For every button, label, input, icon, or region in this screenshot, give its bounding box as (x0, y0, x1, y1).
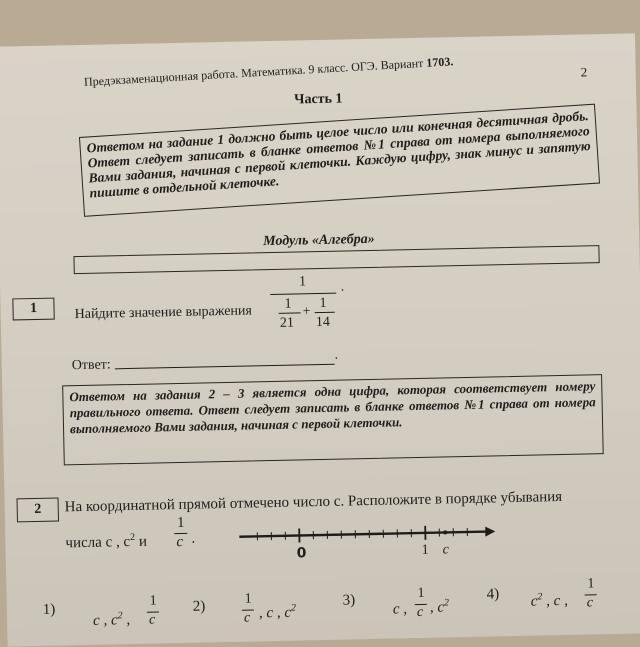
task-1-numerator: 1 (299, 274, 306, 290)
option-2-number[interactable]: 2) (193, 598, 206, 615)
header-variant: 1703. (426, 54, 454, 69)
instruction-box-2 (62, 374, 604, 465)
axis-label-zero: 0 (297, 545, 307, 561)
task-1-frac-b-num: 1 (319, 296, 326, 312)
task-2-numbers-line (65, 532, 147, 553)
instruction-text-2: Ответом на задания 2 – 3 является одна цифра, которая соответствует номеру правильного ответа. Ответ следует записать в бланке ответов №1 справа от номера выполняемого Вами задания, начиная с первой клеточки. (63, 375, 602, 440)
axis-arrow (485, 526, 495, 536)
task-1-number: 1 (12, 298, 54, 321)
option-3-number[interactable]: 3) (343, 592, 356, 609)
option-3-frac-num: 1 (417, 586, 424, 602)
header-title: Предэкзаменационная работа. Математика. 9 класс. ОГЭ. Вариант (84, 56, 427, 89)
task-2-number: 2 (17, 498, 59, 523)
task-2-frac-den: c (176, 534, 183, 551)
option-1-frac-num: 1 (150, 593, 157, 609)
task-1-frac-b-den: 14 (316, 315, 330, 331)
task-2-frac-num: 1 (177, 515, 185, 532)
task-1-frac-a-den: 21 (280, 316, 294, 332)
module-box (73, 245, 599, 274)
task-1-answer-line[interactable] (115, 364, 335, 370)
option-1-frac-den: c (149, 613, 156, 629)
exam-page (0, 33, 640, 646)
option-1-number[interactable]: 1) (43, 602, 56, 619)
task-1-answer-label: Ответ: (72, 357, 111, 374)
instruction-text-1: Ответом на задание 1 должно быть целое число или конечная десятичная дробь. Ответ следует записать в бланке ответов №1 справа от номера выполняемого Вами задания, начиная с первой клеточки. Каждую цифру, знак минус и запятую пишите в отдельной клеточке. (80, 105, 598, 204)
option-4-number[interactable]: 4) (486, 586, 499, 603)
task-1-frac-a-num: 1 (284, 297, 291, 313)
task-1-main-fraction-bar (270, 293, 336, 296)
task-1-answer-dot: . (334, 348, 338, 364)
task-1-text: Найдите значение выражения (75, 303, 253, 323)
option-4-frac-num: 1 (587, 576, 594, 592)
option-2-frac-num: 1 (245, 592, 252, 608)
page-header (84, 54, 454, 90)
task-2-end-dot: . (191, 531, 195, 548)
task-1-frac-b-bar (315, 312, 335, 314)
coordinate-line (237, 521, 498, 566)
task-2-text: На координатной прямой отмечено число c. Расположите в порядке убывания (65, 488, 625, 517)
option-2-frac-den: c (244, 611, 251, 627)
option-3-content-a[interactable]: c , (393, 601, 408, 618)
module-title: Модуль «Алгебра» (263, 232, 375, 250)
task-2-and: и (135, 534, 147, 550)
page-number: 2 (581, 64, 588, 80)
option-4-content[interactable]: $c^2$ , c , (531, 591, 568, 611)
point-c (443, 530, 447, 534)
task-1-plus: + (303, 304, 311, 320)
option-3-frac-den: c (417, 605, 424, 621)
axis-line (239, 532, 487, 537)
option-3-content-b[interactable]: , $c^2$ (430, 597, 450, 616)
task-2-square: 2 (130, 532, 135, 543)
part-title: Часть 1 (294, 91, 343, 108)
instruction-box-1 (79, 104, 600, 217)
axis-label-c: c (443, 542, 450, 558)
axis-label-one: 1 (422, 543, 429, 559)
task-2-numbers-prefix: числа c , c (65, 534, 130, 551)
option-2-content[interactable]: , c , $c^2$ (259, 603, 296, 623)
option-1-content[interactable]: c , $c^2$ , (93, 610, 130, 630)
option-4-frac-den: c (587, 595, 594, 611)
task-1-end-dot: · (340, 283, 345, 299)
task-1-frac-a-bar (279, 312, 301, 314)
